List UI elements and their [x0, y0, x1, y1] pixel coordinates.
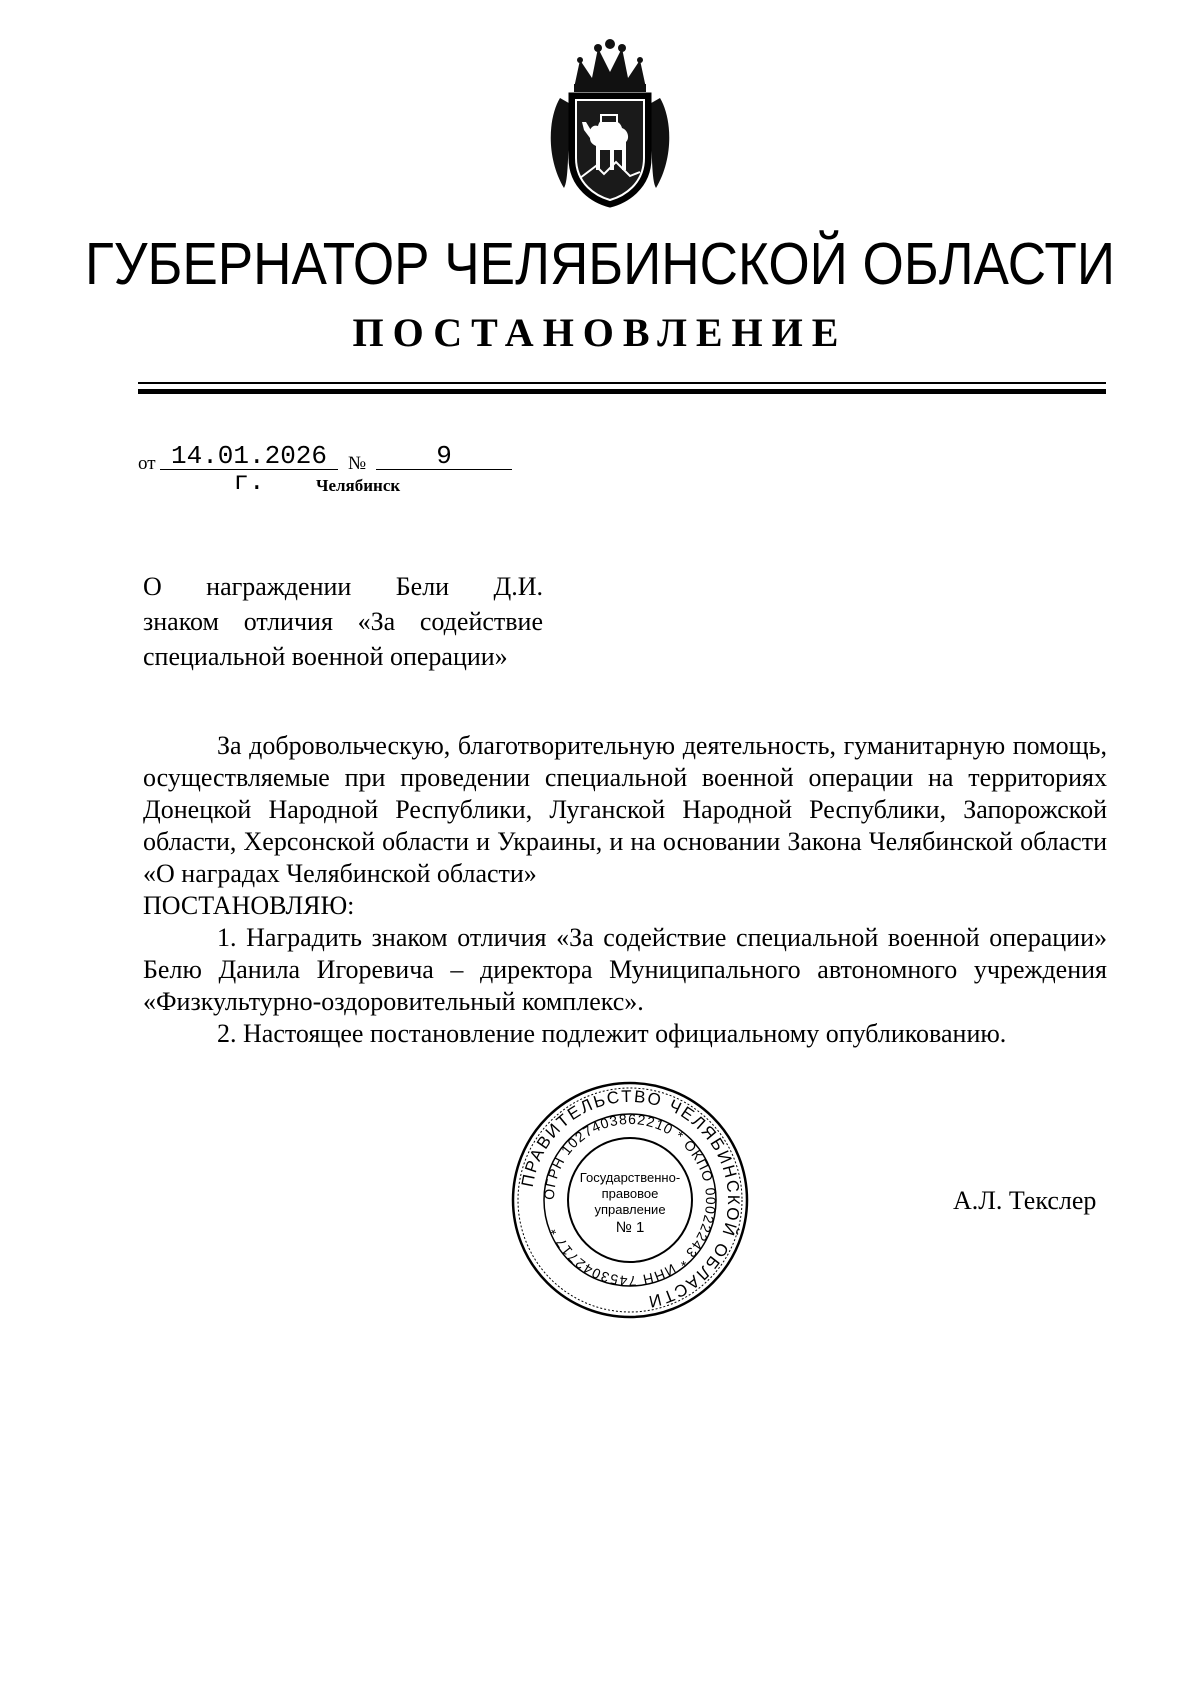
document-type-heading: ПОСТАНОВЛЕНИЕ — [352, 310, 848, 355]
document-body — [143, 730, 1107, 1050]
document-subject — [143, 569, 543, 674]
stamp-center-line: правовое — [601, 1186, 659, 1201]
number-prefix-label: № — [348, 453, 367, 474]
header-divider-thick — [138, 389, 1106, 394]
header-divider-thin — [138, 382, 1106, 384]
document-city: Челябинск — [316, 476, 401, 495]
subject-line: О награждении Бели Д.И. — [143, 572, 543, 601]
official-stamp — [510, 1080, 750, 1320]
resolution-item-1: 1. Наградить знаком отличия «За содействие специальной военной операции» Белю Данила Игоревича – директора Муниципального автономного учреждения «Физкультурно-оздоровительный комплекс». — [143, 923, 1107, 1016]
resolution-item-2: 2. Настоящее постановление подлежит официальному опубликованию. — [217, 1019, 1007, 1048]
date-prefix-label: от — [138, 453, 156, 474]
stamp-center-line: управление — [594, 1202, 666, 1217]
signatory-name: А.Л. Текслер — [953, 1186, 1097, 1215]
document-number: 9 — [376, 443, 512, 470]
stamp-outer-text: ПРАВИТЕЛЬСТВО ЧЕЛЯБИНСКОЙ ОБЛАСТИ — [517, 1086, 744, 1312]
crown-icon — [574, 39, 646, 92]
stamp-center-line: Государственно- — [579, 1170, 681, 1185]
resolve-word: ПОСТАНОВЛЯЮ: — [143, 891, 355, 920]
stamp-center-line: № 1 — [615, 1219, 645, 1236]
coat-of-arms-emblem — [540, 38, 680, 210]
stamp-inner-text: ОГРН 1027403862210 * ОКПО 00022243 * ИНН 7453042717 * — [540, 1110, 720, 1290]
preamble-paragraph: За добровольческую, благотворительную деятельность, гуманитарную помощь, осуществляемые при проведении специальной военной операции на территориях Донецкой Народной Республики, Луганской Народной Республики, Запорожской области, Херсонской области и Украины, и на основании Закона Челябинской области «О наградах Челябинской области» — [143, 731, 1107, 888]
subject-line: специальной военной операции» — [143, 642, 508, 671]
subject-line: знаком отличия «За содействие — [143, 607, 543, 636]
document-date: 14.01.2026 г. — [160, 443, 338, 470]
issuing-authority-title: ГУБЕРНАТОР ЧЕЛЯБИНСКОЙ ОБЛАСТИ — [84, 231, 1115, 297]
